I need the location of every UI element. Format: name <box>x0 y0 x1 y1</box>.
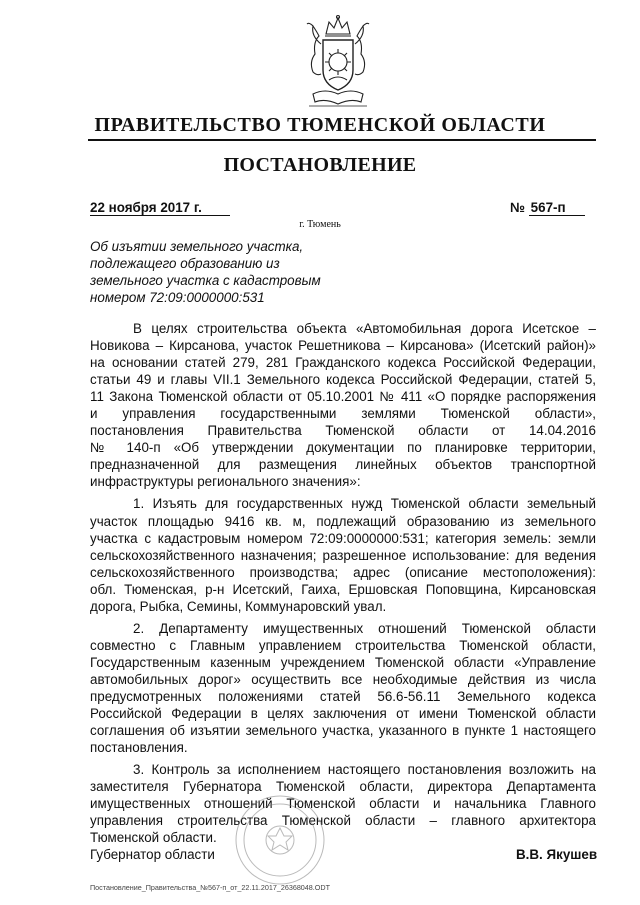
government-title: ПРАВИТЕЛЬСТВО ТЮМЕНСКОЙ ОБЛАСТИ <box>94 114 546 136</box>
text-line: № 140-п «Об утверждении документации по планировке территории, <box>90 440 596 456</box>
footer-filename: Постановление_Правительства_№567-п_от_22.11.2017_26368048.ODT <box>90 883 330 892</box>
text-line: на основании статей 279, 281 Гражданского кодекса Российской Федерации, <box>90 355 596 371</box>
text-line: обл. Тюменская, р-н Исетский, Гаиха, Ершовская Поповщина, Кирсановская <box>90 581 596 597</box>
document-city: г. Тюмень <box>299 219 341 230</box>
signatory-name: В.В. Якушев <box>516 847 598 862</box>
text-line: Российской Федерации в целях заключения от имени Тюменской области <box>90 706 596 722</box>
text-line: 3. Контроль за исполнением настоящего постановления возложить на <box>133 762 596 778</box>
document-body <box>90 320 596 846</box>
text-line: дорога, Рыбка, Семины, Коммунаровский увал. <box>90 598 387 614</box>
document-subject <box>90 238 350 306</box>
text-line: имущественных отношений Тюменской области и начальника Главного <box>90 796 596 812</box>
text-line: Новикова – Кирсанова, участок Решетникова – Кирсанова» (Исетский район)» <box>90 338 596 354</box>
text-line: Государственным казенным учреждением Тюменской области «Управление <box>90 654 596 670</box>
text-line: участка с кадастровым номером 72:09:0000000:531; категория земель: земли <box>90 530 596 546</box>
official-seal-stamp-icon <box>226 792 334 888</box>
number-prefix: № <box>510 200 525 215</box>
subject-line: Об изъятии земельного участка, <box>90 239 304 254</box>
text-line: постановления. <box>90 740 188 756</box>
subject-line: подлежащего образованию из <box>90 256 280 271</box>
document-type: ПОСТАНОВЛЕНИЕ <box>223 154 417 176</box>
text-line: предназначенной для размещения линейных объектов транспортной <box>90 457 596 473</box>
item-3-paragraph <box>90 761 596 846</box>
subject-line: земельного участка с кадастровым <box>90 273 321 288</box>
text-line: В целях строительства объекта «Автомобильная дорога Исетское – <box>133 321 596 336</box>
text-line: статьи 49 и главы VII.1 Земельного кодекса Российской Федерации, статей 5, <box>90 372 596 388</box>
subject-line: номером 72:09:0000000:531 <box>90 290 265 305</box>
text-line: 11 Закона Тюменской области от 05.10.2001 № 411 «О порядке распоряжения <box>90 389 596 405</box>
text-line: постановления Правительства Тюменской области от 14.04.2016 <box>90 423 596 439</box>
text-line: автомобильных дорог» осуществить все необходимые действия из числа <box>90 671 596 687</box>
text-line: предусмотренных положениями статей 56.6-56.11 Земельного кодекса <box>90 688 596 704</box>
item-2-paragraph <box>90 620 596 756</box>
text-line: сельскохозяйственного производства; адрес (описание местоположения): <box>90 564 596 580</box>
document-number <box>510 200 596 216</box>
text-line: и управления государственными землями Тюменской области», <box>90 406 596 422</box>
text-line: соглашения об изъятии земельного участка, указанного в пункте 1 настоящего <box>90 723 596 739</box>
text-line: совместно с Главным управлением строительства Тюменской области, <box>90 637 596 653</box>
preamble-paragraph <box>90 320 596 490</box>
text-line: сельскохозяйственного назначения; разрешенное использование: для ведения <box>90 547 596 563</box>
text-line: инфраструктуры регионального значения»: <box>90 474 361 490</box>
document-date: 22 ноября 2017 г. <box>90 200 230 216</box>
text-line: управления строительства Тюменской области – главного архитектора <box>90 813 596 829</box>
text-line: участок площадью 9416 кв. м, подлежащий образованию из земельного <box>90 513 596 529</box>
text-line: заместителя Губернатора Тюменской области, директора Департамента <box>90 779 596 795</box>
text-line: 1. Изъять для государственных нужд Тюменской области земельный <box>133 496 596 512</box>
signatory-role: Губернатор области <box>90 847 215 862</box>
text-line: Тюменской области. <box>90 830 217 846</box>
number-value: 567-п <box>529 200 585 216</box>
header-rule <box>88 139 596 141</box>
tyumen-coat-of-arms-icon <box>299 14 377 110</box>
item-1-paragraph <box>90 495 596 614</box>
text-line: 2. Департаменту имущественных отношений Тюменской области <box>133 620 596 636</box>
